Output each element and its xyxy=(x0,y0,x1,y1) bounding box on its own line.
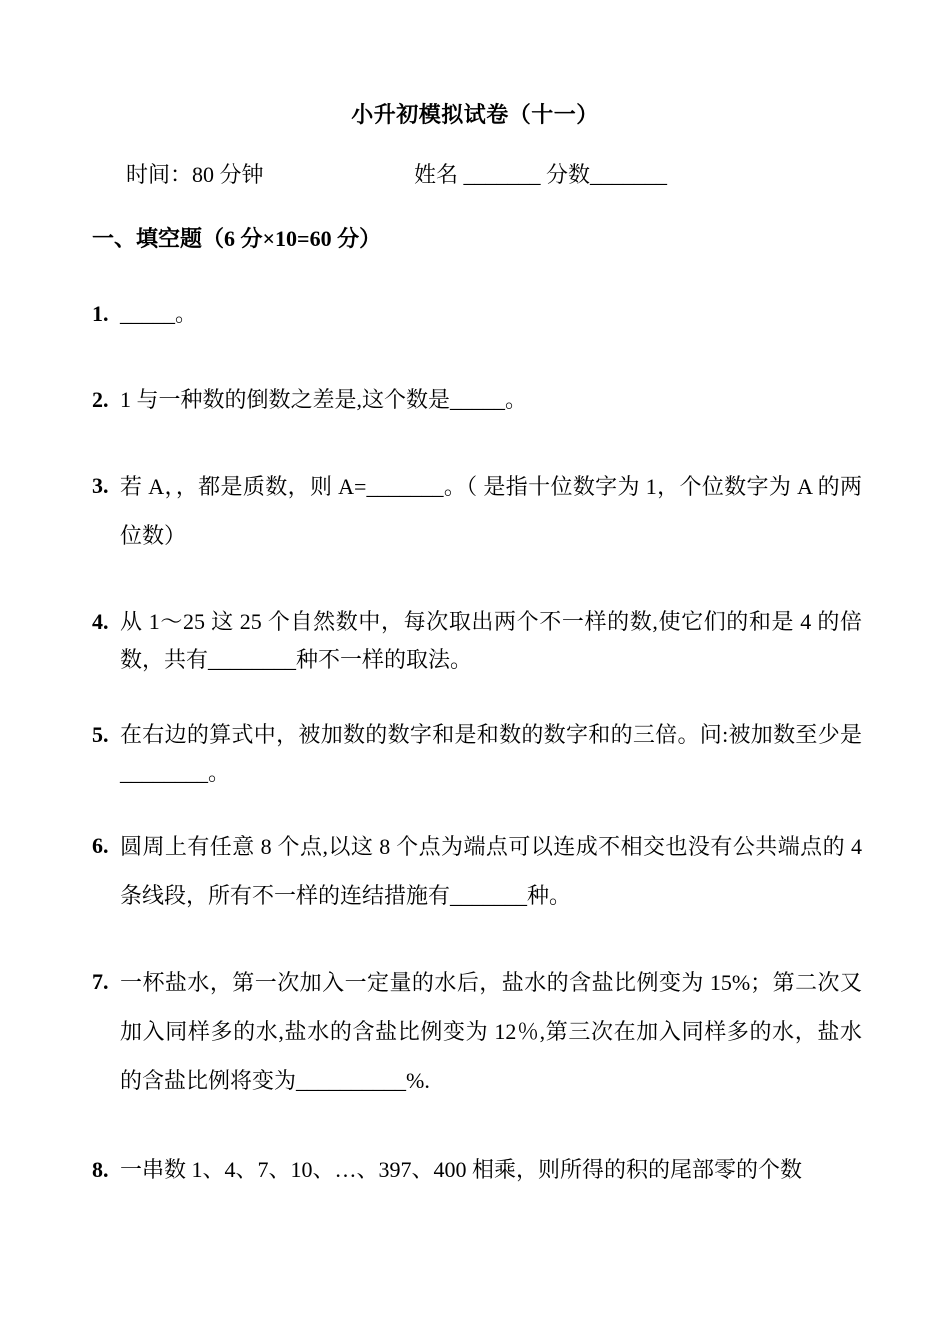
question-text: 圆周上有任意 8 个点,以这 8 个点为端点可以连成不相交也没有公共端点的 4 条线段，所有不一样的连结措施有_______种。 xyxy=(120,834,868,908)
question-number: 4. xyxy=(92,609,109,634)
time-info: 时间：80 分钟 xyxy=(126,162,264,187)
page-title: 小升初模拟试卷（十一） xyxy=(351,102,599,127)
question-number: 2. xyxy=(92,387,109,412)
question-text: 一杯盐水，第一次加入一定量的水后，盐水的含盐比例变为 15%；第二次又加入同样多的水,盐水的含盐比例变为 12％,第三次在加入同样多的水，盐水的含盐比例将变为__________%. xyxy=(120,970,862,1093)
question-7 xyxy=(92,958,862,1105)
question-4 xyxy=(92,603,862,679)
question-2 xyxy=(92,384,862,416)
question-text: 从 1～25 这 25 个自然数中，每次取出两个不一样的数,使它们的和是 4 的倍数，共有________种不一样的取法。 xyxy=(120,609,862,672)
question-number: 7. xyxy=(92,969,109,994)
question-number: 1. xyxy=(92,301,109,326)
question-number: 5. xyxy=(92,722,109,747)
question-text: 若 A，，都是质数，则 A=_______。（ 是指十位数字为 1，个位数字为 A 的两位数） xyxy=(120,474,862,548)
question-text: 一串数 1、4、7、10、…、397、400 相乘，则所得的积的尾部零的个数 xyxy=(120,1157,803,1182)
question-6 xyxy=(92,822,868,920)
question-5 xyxy=(92,716,862,792)
question-number: 8. xyxy=(92,1157,109,1182)
question-8 xyxy=(92,1154,862,1186)
question-text: 在右边的算式中，被加数的数字和是和数的数字和的三倍。问:被加数至少是________。 xyxy=(120,722,862,785)
question-text: 1 与一种数的倒数之差是,这个数是_____。 xyxy=(120,387,528,412)
question-text: _____。 xyxy=(120,301,198,326)
question-number: 6. xyxy=(92,833,109,858)
question-number: 3. xyxy=(92,473,109,498)
question-1 xyxy=(92,298,862,330)
section-heading: 一、填空题（6 分×10=60 分） xyxy=(92,226,382,251)
question-3 xyxy=(92,462,862,560)
name-score-info: 姓名 _______ 分数_______ xyxy=(414,162,668,187)
